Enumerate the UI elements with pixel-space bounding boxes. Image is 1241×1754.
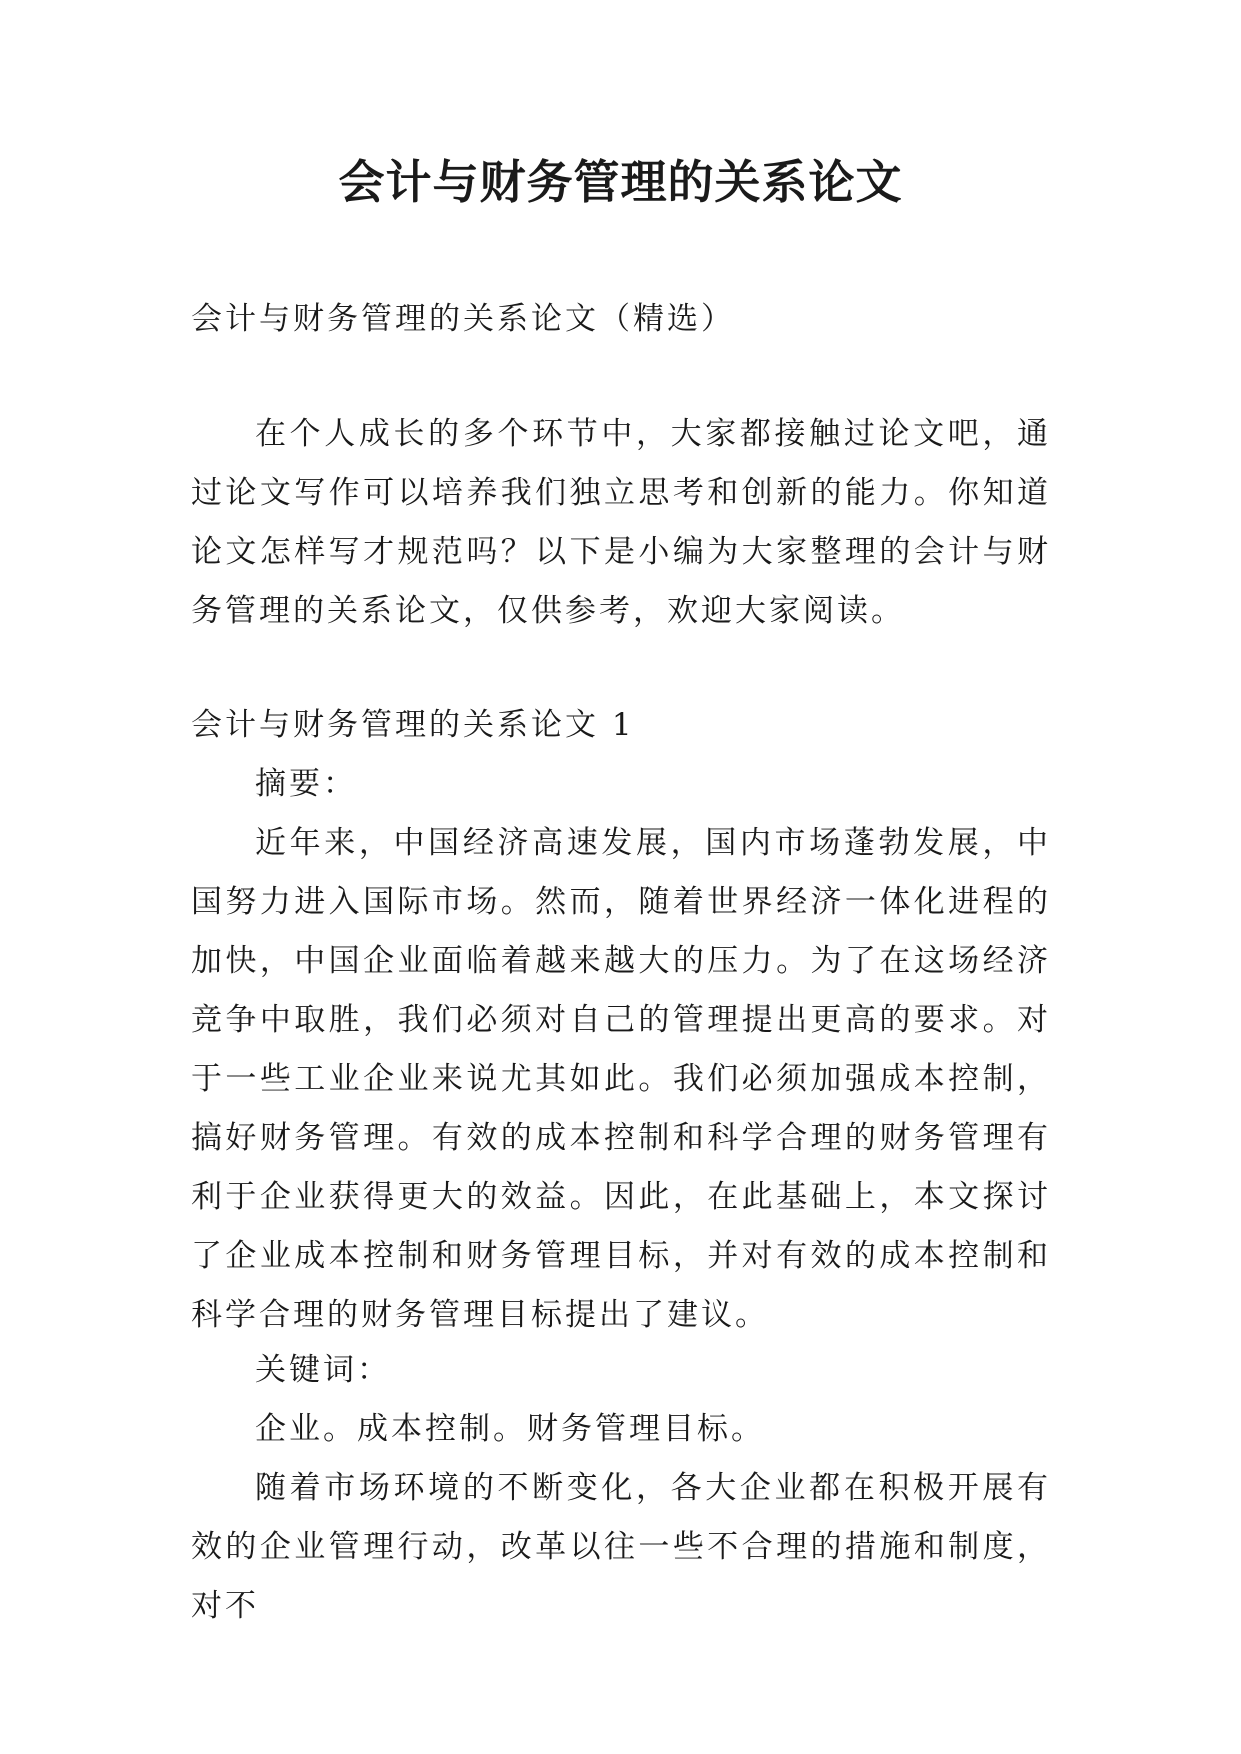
- body-paragraph: 随着市场环境的不断变化，各大企业都在积极开展有效的企业管理行动，改革以往一些不合理的措施和制度，对不: [191, 1470, 1051, 1624]
- abstract-label: 摘要：: [255, 766, 357, 802]
- abstract-paragraph: 近年来，中国经济高速发展，国内市场蓬勃发展，中国努力进入国际市场。然而，随着世界经济一体化进程的加快，中国企业面临着越来越大的压力。为了在这场经济竞争中取胜，我们必须对自己的管理提出更高的要求。对于一些工业企业来说尤其如此。我们必须加强成本控制，搞好财务管理。有效的成本控制和科学合理的财务管理有利于企业获得更大的效益。因此，在此基础上，本文探讨了企业成本控制和财务管理目标，并对有效的成本控制和科学合理的财务管理目标提出了建议。: [191, 825, 1051, 1333]
- section-heading: 会计与财务管理的关系论文 1: [191, 707, 635, 743]
- intro-paragraph: 在个人成长的多个环节中，大家都接触过论文吧，通过论文写作可以培养我们独立思考和创新的能力。你知道论文怎样写才规范吗？以下是小编为大家整理的会计与财务管理的关系论文，仅供参考，欢迎大家阅读。: [191, 416, 1051, 629]
- document-subtitle: 会计与财务管理的关系论文（精选）: [191, 301, 735, 337]
- document-title: 会计与财务管理的关系论文: [338, 155, 903, 209]
- keywords-paragraph: 企业。成本控制。财务管理目标。: [255, 1411, 765, 1447]
- keywords-label: 关键词：: [255, 1352, 391, 1388]
